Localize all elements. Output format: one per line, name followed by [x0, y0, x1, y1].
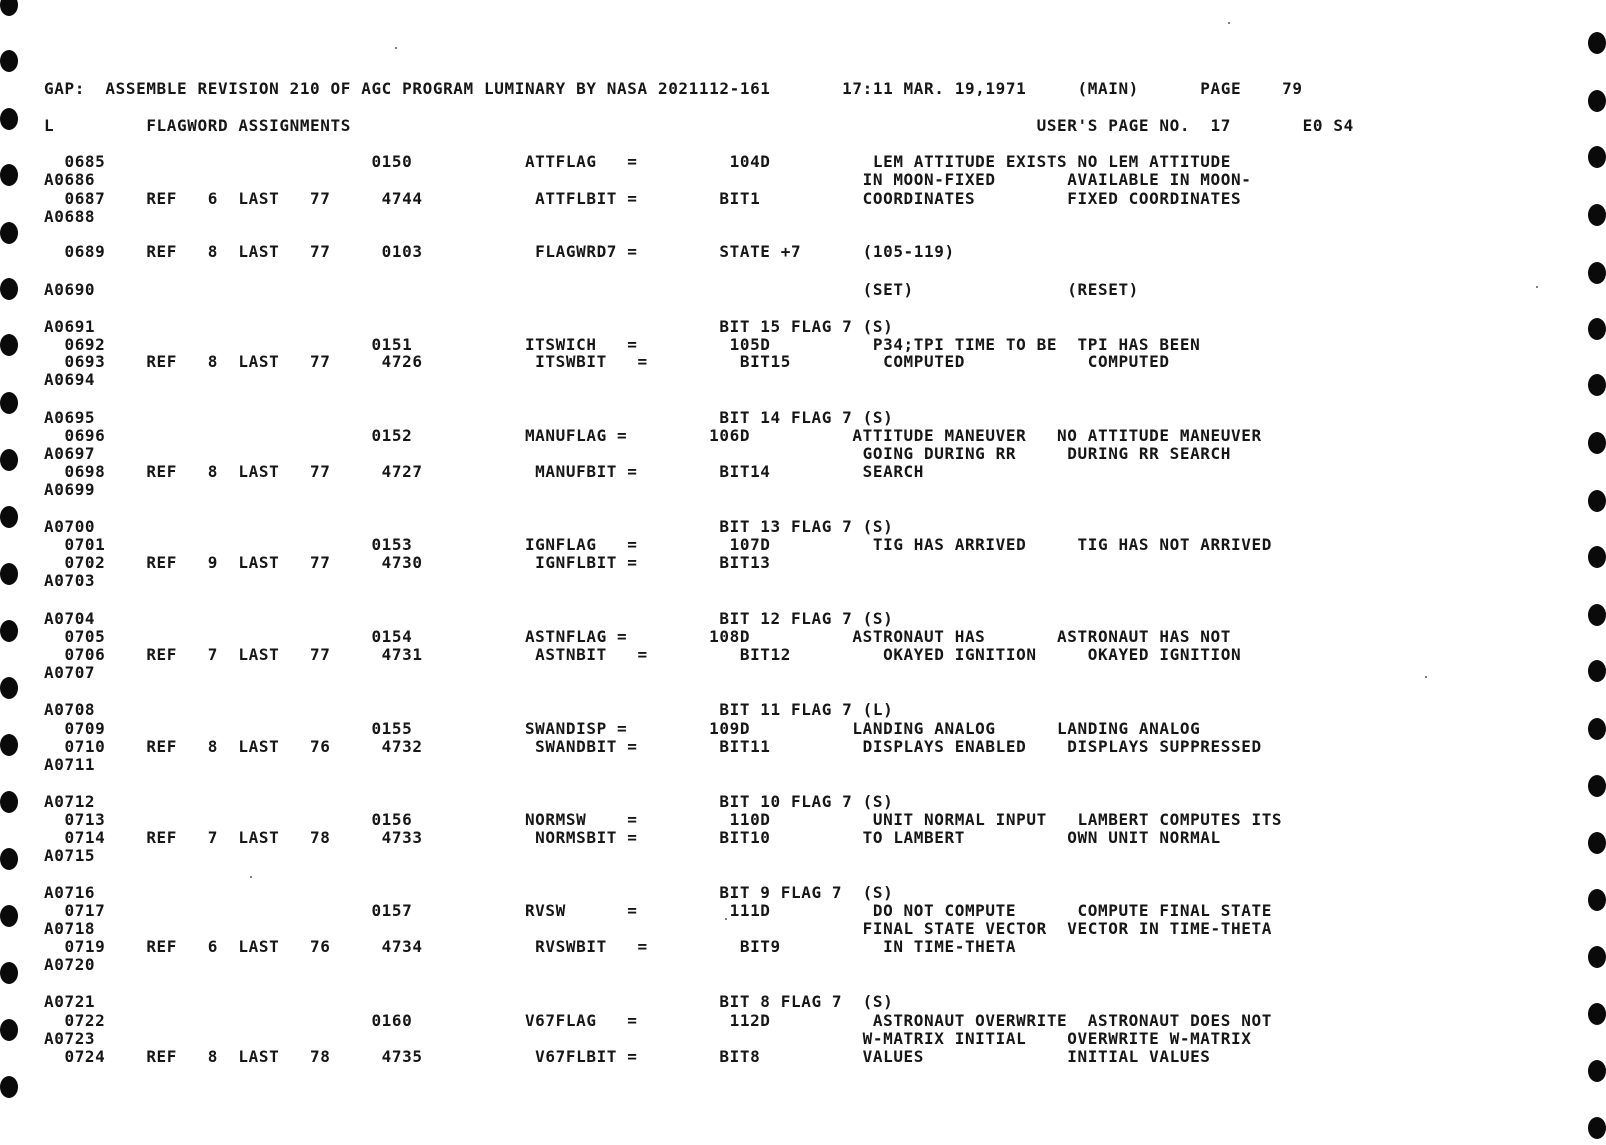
left-feed-hole	[0, 677, 18, 699]
left-feed-hole	[0, 108, 18, 130]
listing-line: 0698 REF 8 LAST 77 4727 MANUFBIT = BIT14 SEARCH	[44, 462, 925, 481]
right-feed-hole	[1588, 1117, 1606, 1139]
left-feed-hole	[0, 1076, 18, 1098]
listing-line: A0688	[44, 207, 96, 226]
listing-line: 0705 0154 ASTNFLAG = 108D ASTRONAUT HAS ASTRONAUT HAS NOT	[44, 627, 1232, 646]
listing-line: A0712 BIT 10 FLAG 7 (S)	[44, 792, 894, 811]
print-speck	[1425, 676, 1427, 678]
right-feed-hole	[1588, 146, 1606, 168]
listing-line: A0718 FINAL STATE VECTOR VECTOR IN TIME-THETA	[44, 919, 1272, 938]
listing-line: 0687 REF 6 LAST 77 4744 ATTFLBIT = BIT1 COORDINATES FIXED COORDINATES	[44, 189, 1242, 208]
listing-line: 0685 0150 ATTFLAG = 104D LEM ATTITUDE EXISTS NO LEM ATTITUDE	[44, 152, 1232, 171]
right-feed-hole	[1588, 90, 1606, 112]
listing-line: 0689 REF 8 LAST 77 0103 FLAGWRD7 = STATE +7 (105-119)	[44, 242, 955, 261]
left-feed-hole	[0, 734, 18, 756]
listing-line: 0706 REF 7 LAST 77 4731 ASTNBIT = BIT12 OKAYED IGNITION OKAYED IGNITION	[44, 645, 1242, 664]
listing-header: GAP: ASSEMBLE REVISION 210 OF AGC PROGRAM LUMINARY BY NASA 2021112-161 17:11 MAR. 19,1971 (MAIN) PAGE 79	[44, 79, 1303, 98]
right-feed-hole	[1588, 432, 1606, 454]
left-feed-hole	[0, 563, 18, 585]
right-feed-hole	[1588, 490, 1606, 512]
left-feed-hole	[0, 506, 18, 528]
left-feed-hole	[0, 620, 18, 642]
left-feed-hole	[0, 962, 18, 984]
right-feed-hole	[1588, 1060, 1606, 1082]
right-feed-hole	[1588, 946, 1606, 968]
print-speck	[1536, 286, 1538, 288]
right-feed-hole	[1588, 374, 1606, 396]
left-feed-hole	[0, 1019, 18, 1041]
listing-line: A0700 BIT 13 FLAG 7 (S)	[44, 517, 894, 536]
left-feed-hole	[0, 791, 18, 813]
right-feed-hole	[1588, 718, 1606, 740]
listing-line: A0723 W-MATRIX INITIAL OVERWRITE W-MATRIX	[44, 1029, 1252, 1048]
left-feed-hole	[0, 905, 18, 927]
listing-line: 0719 REF 6 LAST 76 4734 RVSWBIT = BIT9 IN TIME-THETA	[44, 937, 1017, 956]
listing-line: A0708 BIT 11 FLAG 7 (L)	[44, 700, 894, 719]
listing-line: 0693 REF 8 LAST 77 4726 ITSWBIT = BIT15 COMPUTED COMPUTED	[44, 352, 1170, 371]
listing-line: A0699	[44, 480, 96, 499]
listing-line: 0713 0156 NORMSW = 110D UNIT NORMAL INPUT LAMBERT COMPUTES ITS	[44, 810, 1283, 829]
listing-line: 0696 0152 MANUFLAG = 106D ATTITUDE MANEUVER NO ATTITUDE MANEUVER	[44, 426, 1262, 445]
right-feed-hole	[1588, 1003, 1606, 1025]
listing-line: 0722 0160 V67FLAG = 112D ASTRONAUT OVERWRITE ASTRONAUT DOES NOT	[44, 1011, 1272, 1030]
print-speck	[1228, 22, 1230, 24]
left-feed-hole	[0, 222, 18, 244]
right-feed-hole	[1588, 889, 1606, 911]
listing-line: A0703	[44, 571, 96, 590]
right-feed-hole	[1588, 32, 1606, 54]
left-feed-hole	[0, 392, 18, 414]
listing-line: A0707	[44, 663, 96, 682]
listing-line: 0702 REF 9 LAST 77 4730 IGNFLBIT = BIT13	[44, 553, 771, 572]
listing-line: 0724 REF 8 LAST 78 4735 V67FLBIT = BIT8 VALUES INITIAL VALUES	[44, 1047, 1211, 1066]
right-feed-hole	[1588, 775, 1606, 797]
listing-line: A0704 BIT 12 FLAG 7 (S)	[44, 609, 894, 628]
listing-line: 0709 0155 SWANDISP = 109D LANDING ANALOG LANDING ANALOG	[44, 719, 1201, 738]
listing-line: A0720	[44, 955, 96, 974]
listing-line: 0701 0153 IGNFLAG = 107D TIG HAS ARRIVED TIG HAS NOT ARRIVED	[44, 535, 1272, 554]
right-feed-hole	[1588, 604, 1606, 626]
listing-line: A0715	[44, 846, 96, 865]
right-feed-hole	[1588, 262, 1606, 284]
right-feed-hole	[1588, 660, 1606, 682]
listing-line: A0691 BIT 15 FLAG 7 (S)	[44, 317, 894, 336]
left-feed-hole	[0, 50, 18, 72]
listing-line: 0714 REF 7 LAST 78 4733 NORMSBIT = BIT10 TO LAMBERT OWN UNIT NORMAL	[44, 828, 1221, 847]
right-feed-hole	[1588, 318, 1606, 340]
left-feed-hole	[0, 164, 18, 186]
section-header: L FLAGWORD ASSIGNMENTS USER'S PAGE NO. 17 E0 S4	[44, 116, 1354, 135]
left-feed-hole	[0, 848, 18, 870]
print-speck	[250, 876, 252, 878]
right-feed-hole	[1588, 832, 1606, 854]
listing-line: 0692 0151 ITSWICH = 105D P34;TPI TIME TO BE TPI HAS BEEN	[44, 335, 1201, 354]
listing-line: A0716 BIT 9 FLAG 7 (S)	[44, 883, 894, 902]
listing-line: A0721 BIT 8 FLAG 7 (S)	[44, 992, 894, 1011]
listing-line: A0690 (SET) (RESET)	[44, 280, 1139, 299]
listing-line: A0695 BIT 14 FLAG 7 (S)	[44, 408, 894, 427]
listing-line: A0686 IN MOON-FIXED AVAILABLE IN MOON-	[44, 170, 1252, 189]
left-feed-hole	[0, 0, 18, 16]
right-feed-hole	[1588, 204, 1606, 226]
listing-line: A0711	[44, 755, 96, 774]
print-speck	[395, 47, 397, 49]
listing-line: 0717 0157 RVSW = 111D DO NOT COMPUTE COMPUTE FINAL STATE	[44, 901, 1272, 920]
left-feed-hole	[0, 449, 18, 471]
listing-line: A0697 GOING DURING RR DURING RR SEARCH	[44, 444, 1232, 463]
listing-line: A0694	[44, 370, 96, 389]
right-feed-hole	[1588, 546, 1606, 568]
left-feed-hole	[0, 278, 18, 300]
listing-line: 0710 REF 8 LAST 76 4732 SWANDBIT = BIT11 DISPLAYS ENABLED DISPLAYS SUPPRESSED	[44, 737, 1262, 756]
left-feed-hole	[0, 334, 18, 356]
